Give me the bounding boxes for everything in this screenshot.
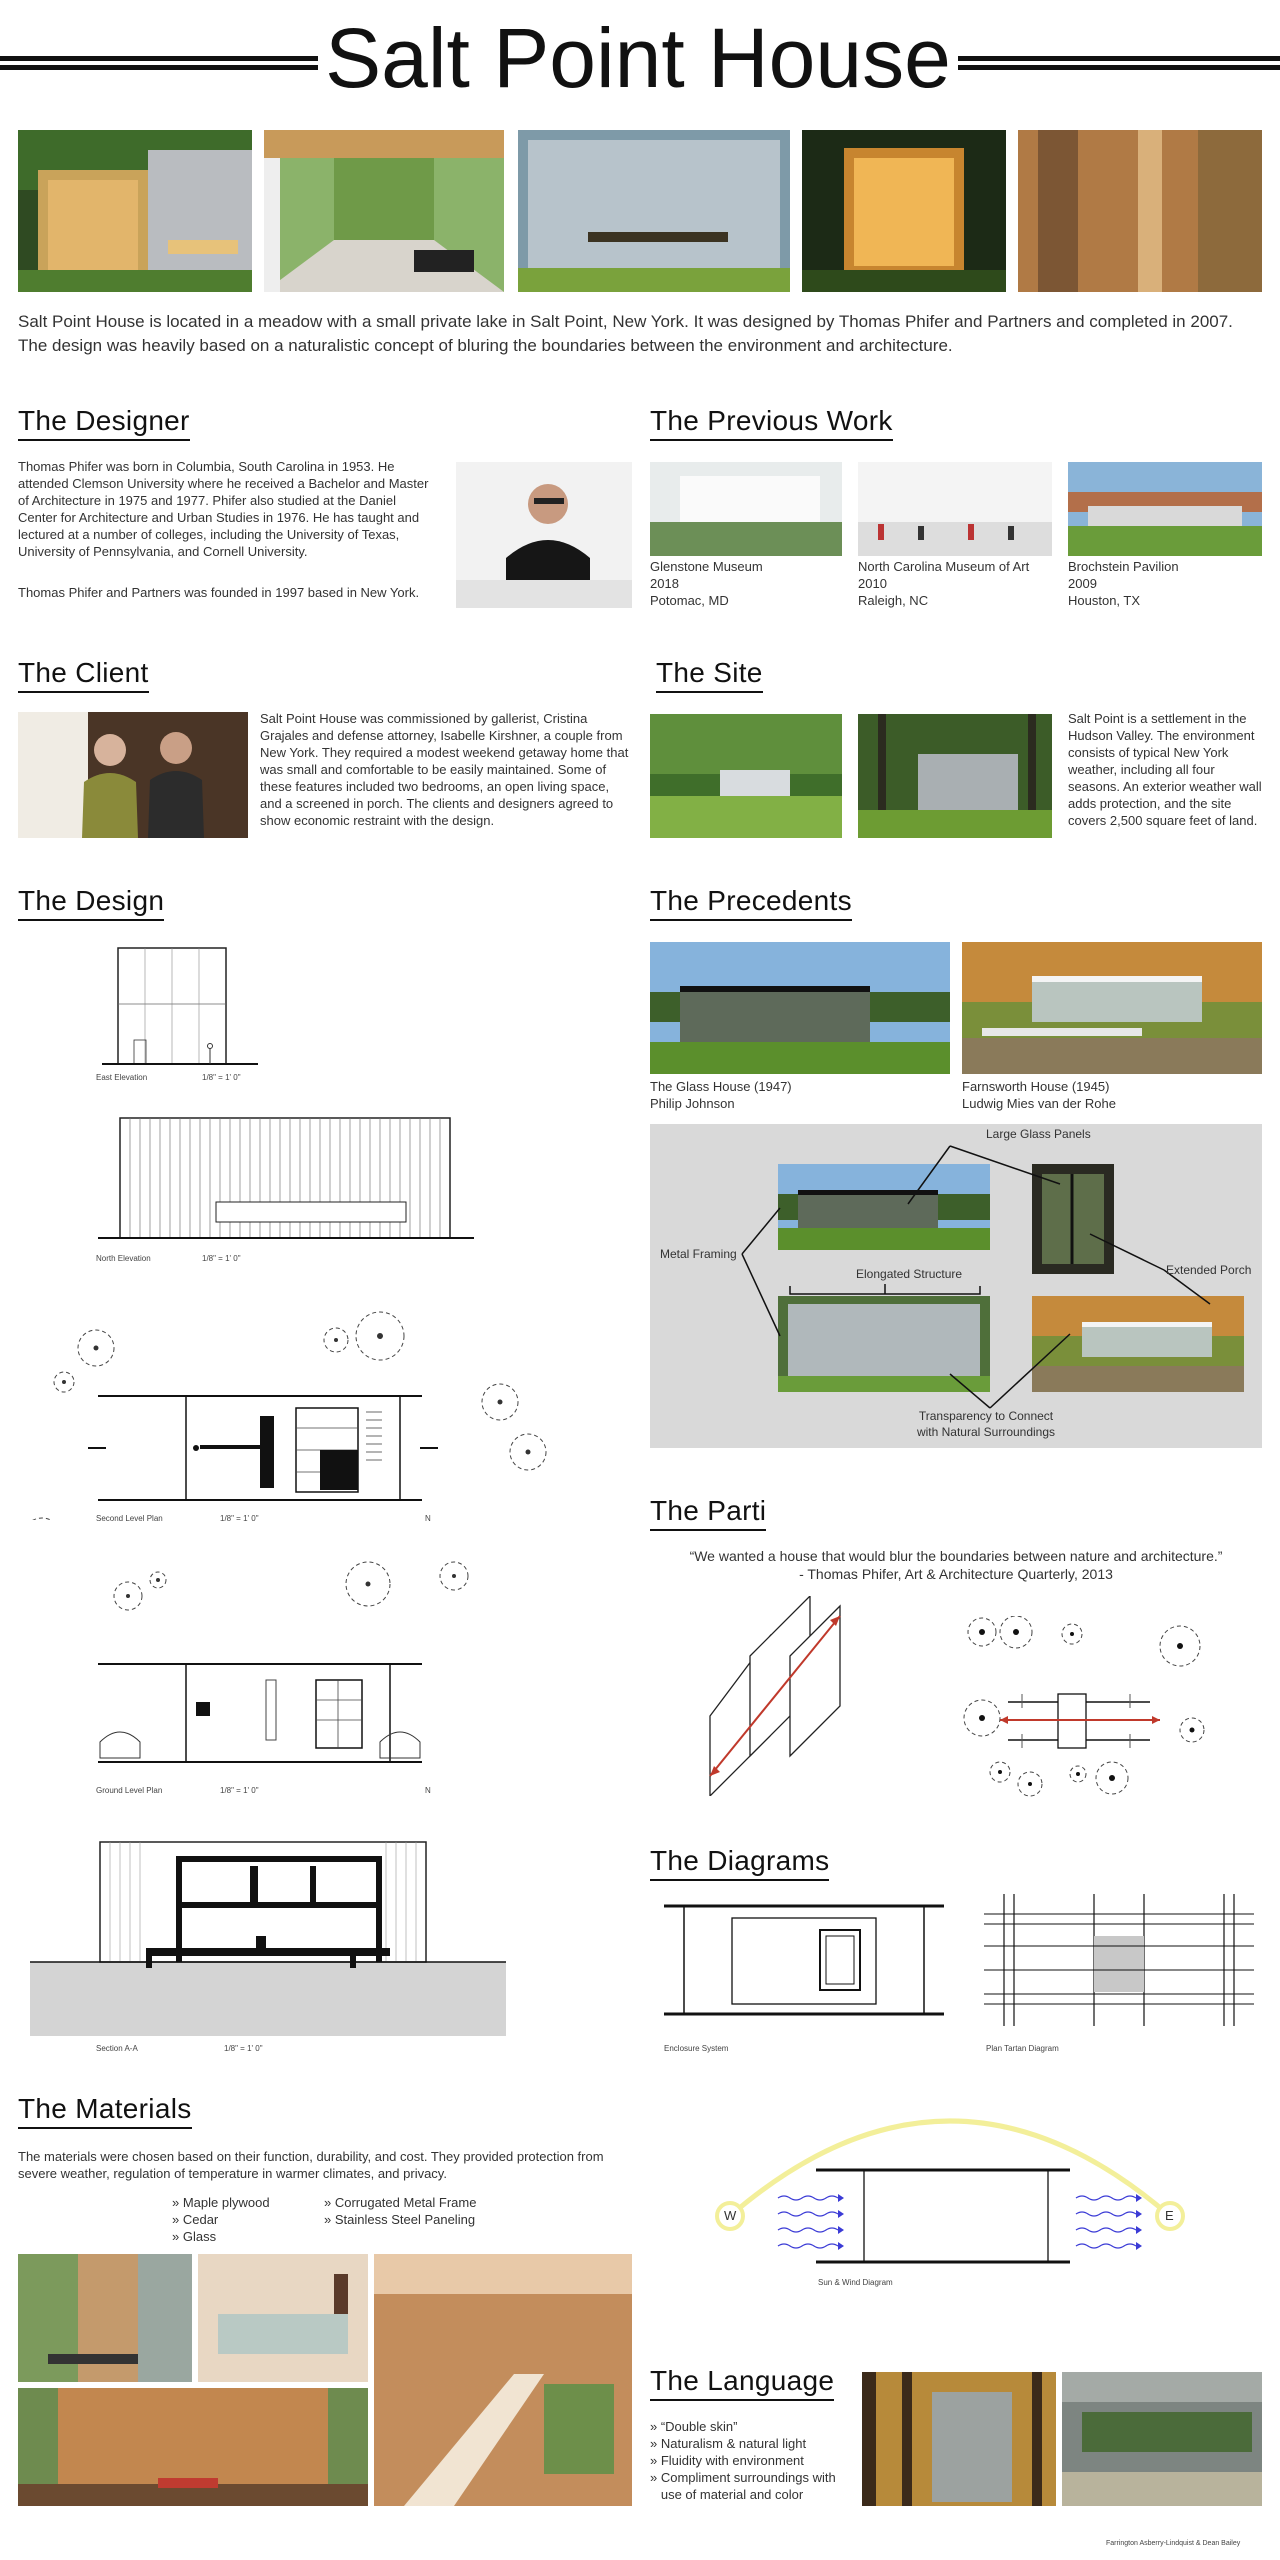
- language-photo-forest: [862, 2372, 1056, 2506]
- label-transparency-1: Transparency to Connect: [918, 1409, 1054, 1423]
- plan-tartan-label: Plan Tartan Diagram: [986, 2044, 1059, 2053]
- material-item: » Maple plywood: [172, 2195, 270, 2210]
- materials-list-1: [172, 2194, 322, 2245]
- ground-level-plan-scale: 1/8" = 1' 0": [220, 1786, 259, 1795]
- language-item: » Compliment surroundings with: [650, 2470, 836, 2485]
- sun-east-label: E: [1165, 2208, 1174, 2223]
- materials-photo-stair: [18, 2254, 192, 2382]
- previous-work-photo-glenstone: [650, 462, 842, 556]
- page-title: Salt Point House: [325, 11, 951, 105]
- heading-previous-work: The Previous Work: [650, 404, 893, 441]
- heading-diagrams: The Diagrams: [650, 1844, 829, 1881]
- previous-work-photo-brochstein: [1068, 462, 1262, 556]
- label-transparency-2: with Natural Surroundings: [916, 1425, 1056, 1439]
- ground-level-plan-label: Ground Level Plan: [96, 1786, 163, 1795]
- north-elevation-label: North Elevation: [96, 1254, 151, 1263]
- language-list: [650, 2418, 850, 2503]
- heading-site: The Site: [656, 656, 763, 693]
- second-level-plan-label: Second Level Plan: [96, 1514, 163, 1523]
- sun-west-label: W: [724, 2208, 737, 2223]
- heading-precedents: The Precedents: [650, 884, 852, 921]
- heading-language: The Language: [650, 2364, 834, 2401]
- heading-designer: The Designer: [18, 404, 190, 441]
- header-photo-metal-facade: [518, 130, 790, 292]
- plan-tartan-diagram: [984, 1894, 1254, 2026]
- previous-work-name-3: Brochstein Pavilion: [1068, 559, 1179, 574]
- label-elongated-structure: Elongated Structure: [856, 1267, 963, 1281]
- language-item: » “Double skin”: [650, 2419, 738, 2434]
- precedent-comparison-panel: [650, 1124, 1262, 1448]
- north-arrow-2: N: [425, 1786, 431, 1795]
- enclosure-system-label: Enclosure System: [664, 2044, 729, 2053]
- second-level-plan-drawing: [10, 1300, 550, 1520]
- header-photo-shadows: [1018, 130, 1262, 292]
- heading-design: The Design: [18, 884, 164, 921]
- site-description: Salt Point is a settlement in the Hudson Valley. The environment consists of typical New York weather, including all four seasons. An exterior weather wall adds protection, and the site covers 2,500 square feet of land.: [1068, 711, 1262, 828]
- client-photo: [18, 712, 248, 838]
- ground-level-plan-drawing: [10, 1550, 510, 1790]
- previous-work-year-3: 2009: [1068, 576, 1097, 591]
- language-item: » Naturalism & natural light: [650, 2436, 807, 2451]
- header-photo-lit-window: [802, 130, 1006, 292]
- title-rule-left: [0, 54, 318, 72]
- previous-work-name-1: Glenstone Museum: [650, 559, 763, 574]
- previous-work-photo-ncma: [858, 462, 1052, 556]
- materials-photo-glass-stair: [198, 2254, 368, 2382]
- previous-work-place-1: Potomac, MD: [650, 593, 729, 608]
- north-arrow-1: N: [425, 1514, 431, 1523]
- previous-work-year-2: 2010: [858, 576, 887, 591]
- previous-work-name-2: North Carolina Museum of Art: [858, 559, 1030, 574]
- materials-description: The materials were chosen based on their function, durability, and cost. They provided protection from severe weather, regulation of temperature in warmer climates, and privacy.: [18, 2149, 604, 2181]
- material-item: » Cedar: [172, 2212, 219, 2227]
- parti-quote-attribution: - Thomas Phifer, Art & Architecture Quarterly, 2013: [799, 1566, 1113, 1582]
- precedent-architect-farnsworth: Ludwig Mies van der Rohe: [962, 1096, 1116, 1111]
- previous-work-place-3: Houston, TX: [1068, 593, 1141, 608]
- parti-plan-diagram: [960, 1616, 1210, 1806]
- client-description: Salt Point House was commissioned by gallerist, Cristina Grajales and defense attorney, Isabelle Kirshner, a couple from New York. They required a modest weekend getaway home that was small and comfortable to be easily maintained. Some of these features included two bedrooms, an open living space, and a screened in porch. The clients and designers agreed to show economic restraint with the design.: [260, 711, 629, 828]
- language-item: use of material and color: [650, 2487, 804, 2502]
- sun-wind-label: Sun & Wind Diagram: [818, 2278, 893, 2287]
- material-item: » Corrugated Metal Frame: [324, 2195, 477, 2210]
- materials-list-2: [324, 2194, 544, 2228]
- north-elevation-scale: 1/8" = 1' 0": [202, 1254, 241, 1263]
- site-photo-meadow: [650, 714, 842, 838]
- credit-line: Farrington Asberry-Lindquist & Dean Bailey: [1106, 2540, 1241, 2547]
- east-elevation-scale: 1/8" = 1' 0": [202, 1073, 241, 1082]
- header-photo-interior: [264, 130, 504, 292]
- designer-portrait: [456, 462, 632, 608]
- second-level-plan-scale: 1/8" = 1' 0": [220, 1514, 259, 1523]
- comparison-leader-lines: [650, 1124, 1262, 1448]
- previous-work-place-2: Raleigh, NC: [858, 593, 929, 608]
- heading-parti: The Parti: [650, 1494, 766, 1531]
- material-item: » Stainless Steel Paneling: [324, 2212, 476, 2227]
- parti-quote: “We wanted a house that would blur the boundaries between nature and architecture.”: [689, 1548, 1223, 1564]
- heading-client: The Client: [18, 656, 149, 693]
- language-item: » Fluidity with environment: [650, 2453, 804, 2468]
- section-scale: 1/8" = 1' 0": [224, 2044, 263, 2053]
- parti-axonometric-diagram: [690, 1596, 870, 1796]
- label-extended-porch: Extended Porch: [1166, 1263, 1252, 1277]
- intro-paragraph: Salt Point House is located in a meadow with a small private lake in Salt Point, New York. It was designed by Thomas Phifer and Partners and completed in 2007. The design was heavily based on a naturalistic concept of bluring the boundaries between the environment and architecture.: [18, 312, 1233, 355]
- sun-and-wind-diagram: [700, 2086, 1200, 2266]
- title-rule-right: [958, 54, 1280, 72]
- enclosure-system-diagram: [664, 1904, 944, 2020]
- language-photo-facade: [1062, 2372, 1262, 2506]
- precedent-photo-farnsworth: [962, 942, 1262, 1074]
- previous-work-year-1: 2018: [650, 576, 679, 591]
- precedent-name-glass-house: The Glass House (1947): [650, 1079, 792, 1094]
- label-large-glass-panels: Large Glass Panels: [986, 1127, 1091, 1141]
- precedent-photo-glass-house: [650, 942, 950, 1074]
- section-a-a-drawing: [30, 1836, 506, 2036]
- site-photo-woods: [858, 714, 1052, 838]
- material-item: » Glass: [172, 2229, 217, 2244]
- east-elevation-drawing: [100, 944, 260, 1068]
- section-label: Section A-A: [96, 2044, 138, 2053]
- heading-materials: The Materials: [18, 2092, 192, 2129]
- designer-founding: Thomas Phifer and Partners was founded in 1997 based in New York.: [18, 585, 420, 600]
- materials-photo-living-room: [18, 2388, 368, 2506]
- precedent-name-farnsworth: Farnsworth House (1945): [962, 1079, 1110, 1094]
- north-elevation-drawing: [96, 1114, 476, 1254]
- header-photo-exterior-dusk: [18, 130, 252, 292]
- materials-photo-atrium: [374, 2254, 632, 2506]
- designer-bio: Thomas Phifer was born in Columbia, South Carolina in 1953. He attended Clemson University where he received a Bachelor and Master of Architecture in 1975 and 1977. Phifer also studied at the Daniel Center for Architecture and Urban Studies in 1976. He has taught and lectured at a number of colleges, including the University of Texas, University of Pennsylvania, and Cornell University.: [18, 459, 429, 559]
- east-elevation-label: East Elevation: [96, 1073, 148, 1082]
- label-metal-framing: Metal Framing: [660, 1247, 737, 1261]
- precedent-architect-glass-house: Philip Johnson: [650, 1096, 735, 1111]
